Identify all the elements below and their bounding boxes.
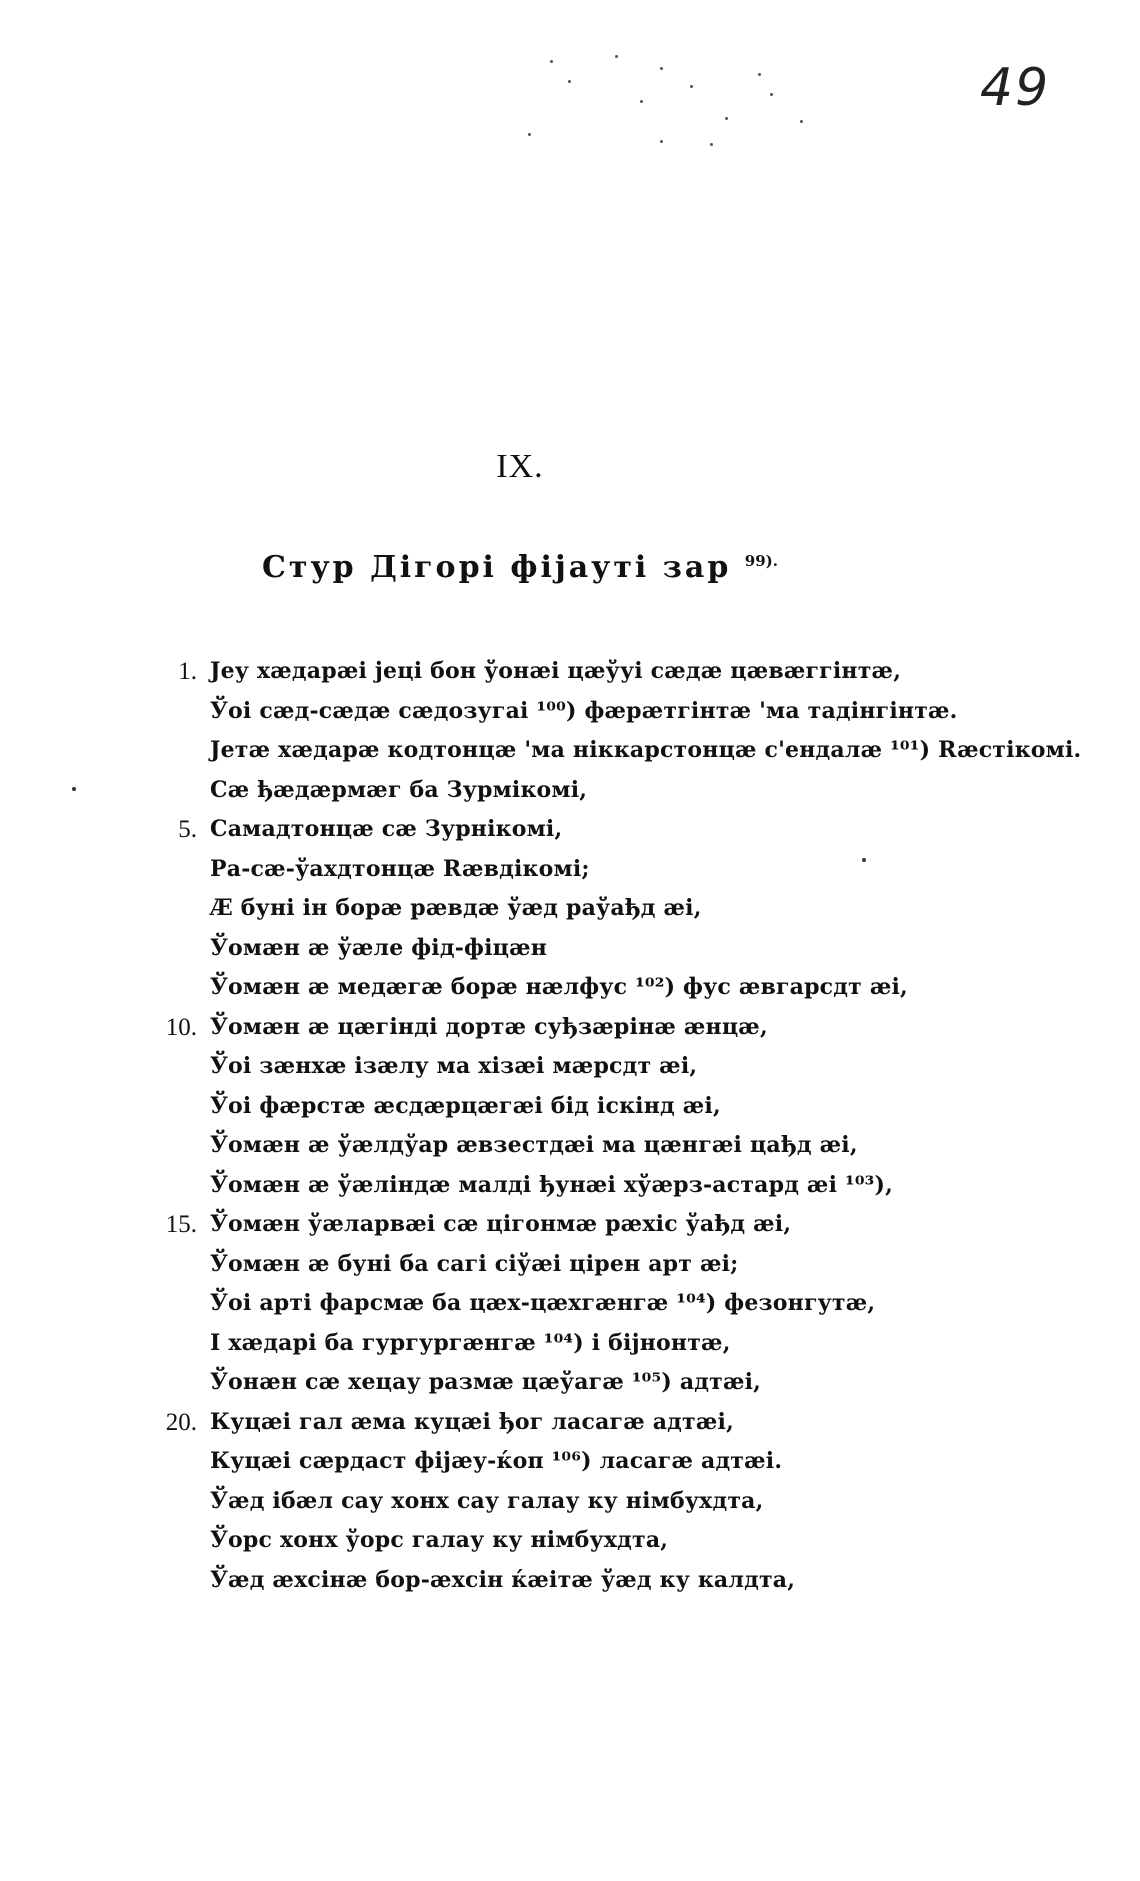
poem-line [0,968,1140,1008]
line-text: Јетæ хæдарæ кодтонцæ 'ма ніккарстонцæ с'ендалæ ¹⁰¹) Ræстікомі. [210,737,1082,763]
line-text: Ўоі арті фарсмæ ба цæх-цæхгæнгæ ¹⁰⁴) фезонгутæ, [210,1290,876,1316]
line-text: Ўонæн сæ хецау размæ цæўагæ ¹⁰⁵) адтæі, [210,1369,762,1395]
line-text: Ўоі сæд-сæдæ сæдозугаі ¹⁰⁰) фæрæтгінтæ 'ма тадінгінтæ. [210,697,958,724]
poem-line [0,1205,1140,1245]
poem-line [0,889,1140,929]
line-text: Куцæі сæрдаст фіјæу-ќоп ¹⁰⁶) ласагæ адтæі. [210,1448,783,1474]
page-number: 49 [980,58,1051,118]
poem-line [0,1008,1140,1048]
poem-title [0,550,1040,585]
poem-line [0,652,1140,692]
poem-line [0,1403,1140,1443]
poem-line [0,692,1140,732]
poem-line [0,1482,1140,1522]
line-text: Ўорс хонх ўорс галау ку німбухдта, [210,1527,669,1553]
line-text: Ўомæн æ ўæле фід-фіцæн [210,934,548,961]
line-text: І хæдарі ба гургургæнгæ ¹⁰⁴) і біјнонтæ, [210,1329,731,1356]
line-number: 20. [165,1408,197,1436]
line-text: Куцæі гал æма куцæі ђог ласагæ адтæі, [210,1408,734,1435]
line-text: Ўомæн æ медæгæ борæ нæлфус ¹⁰²) фус æвгарсдт æі, [210,974,908,1000]
line-text: Ўоі фæрстæ æсдæрцæгæі бід іскінд æі, [210,1092,721,1119]
line-text: Ўомæн ўæларвæі сæ цігонмæ рæхіс ўађд æі, [210,1211,792,1237]
poem-line [0,1245,1140,1285]
line-text: Ўæд æхсінæ бор-æхсін ќæітæ ўæд ку калдта, [210,1566,796,1593]
line-number: 10. [165,1013,197,1041]
poem-line [0,1442,1140,1482]
title-footnote-ref: 99). [744,552,778,570]
line-number: 1. [178,658,197,685]
poem-line [0,1087,1140,1127]
poem-line [0,1166,1140,1206]
line-number: 5. [178,816,197,843]
line-text: Ра-сæ-ўахдтонцæ Ræвдікомі; [210,855,590,882]
line-text: Самадтонцæ сæ Зурнікомі, [210,816,563,842]
poem-line [0,1324,1140,1364]
line-text: Ўæд ібæл сау хонх сау галау ку німбухдта, [210,1487,764,1514]
section-numeral: IX. [496,448,544,485]
line-text: Ўомæн æ ўæлдўар æвзестдæі ма цæнгæі цађд æі, [210,1132,858,1158]
poem-line [0,1126,1140,1166]
line-text: Ўоі зæнхæ ізæлу ма хізæі мæрсдт æі, [210,1053,698,1079]
poem-line [0,731,1140,771]
print-specks [500,55,840,155]
poem-line [0,1284,1140,1324]
poem-line [0,1363,1140,1403]
poem-line [0,929,1140,969]
poem-body [0,652,1140,1600]
poem-line [0,1561,1140,1601]
line-text: Сæ ђæдæрмæг ба Зурмікомі, [210,776,588,803]
poem-line [0,810,1140,850]
poem-title-text: Стур Дігорі фіјауті зар [262,550,732,585]
line-text: Ўомæн æ буні ба сагі сіўæі цірен арт æі; [210,1250,739,1277]
line-text: Ўомæн æ ўæліндæ малді ђунæі хўæрз-астард æі ¹⁰³), [210,1171,893,1198]
poem-line [0,771,1140,811]
line-text: Æ буні ін борæ рæвдæ ўæд раўађд æі, [210,895,702,921]
line-text: Ўомæн æ цæгінді дортæ суђзæрінæ æнцæ, [210,1013,768,1040]
line-number: 15. [165,1211,197,1238]
poem-line [0,1521,1140,1561]
poem-line [0,850,1140,890]
line-text: Јеу хæдарæі јеці бон ўонæі цæўуі сæдæ цæвæггінтæ, [210,658,902,684]
poem-line [0,1047,1140,1087]
